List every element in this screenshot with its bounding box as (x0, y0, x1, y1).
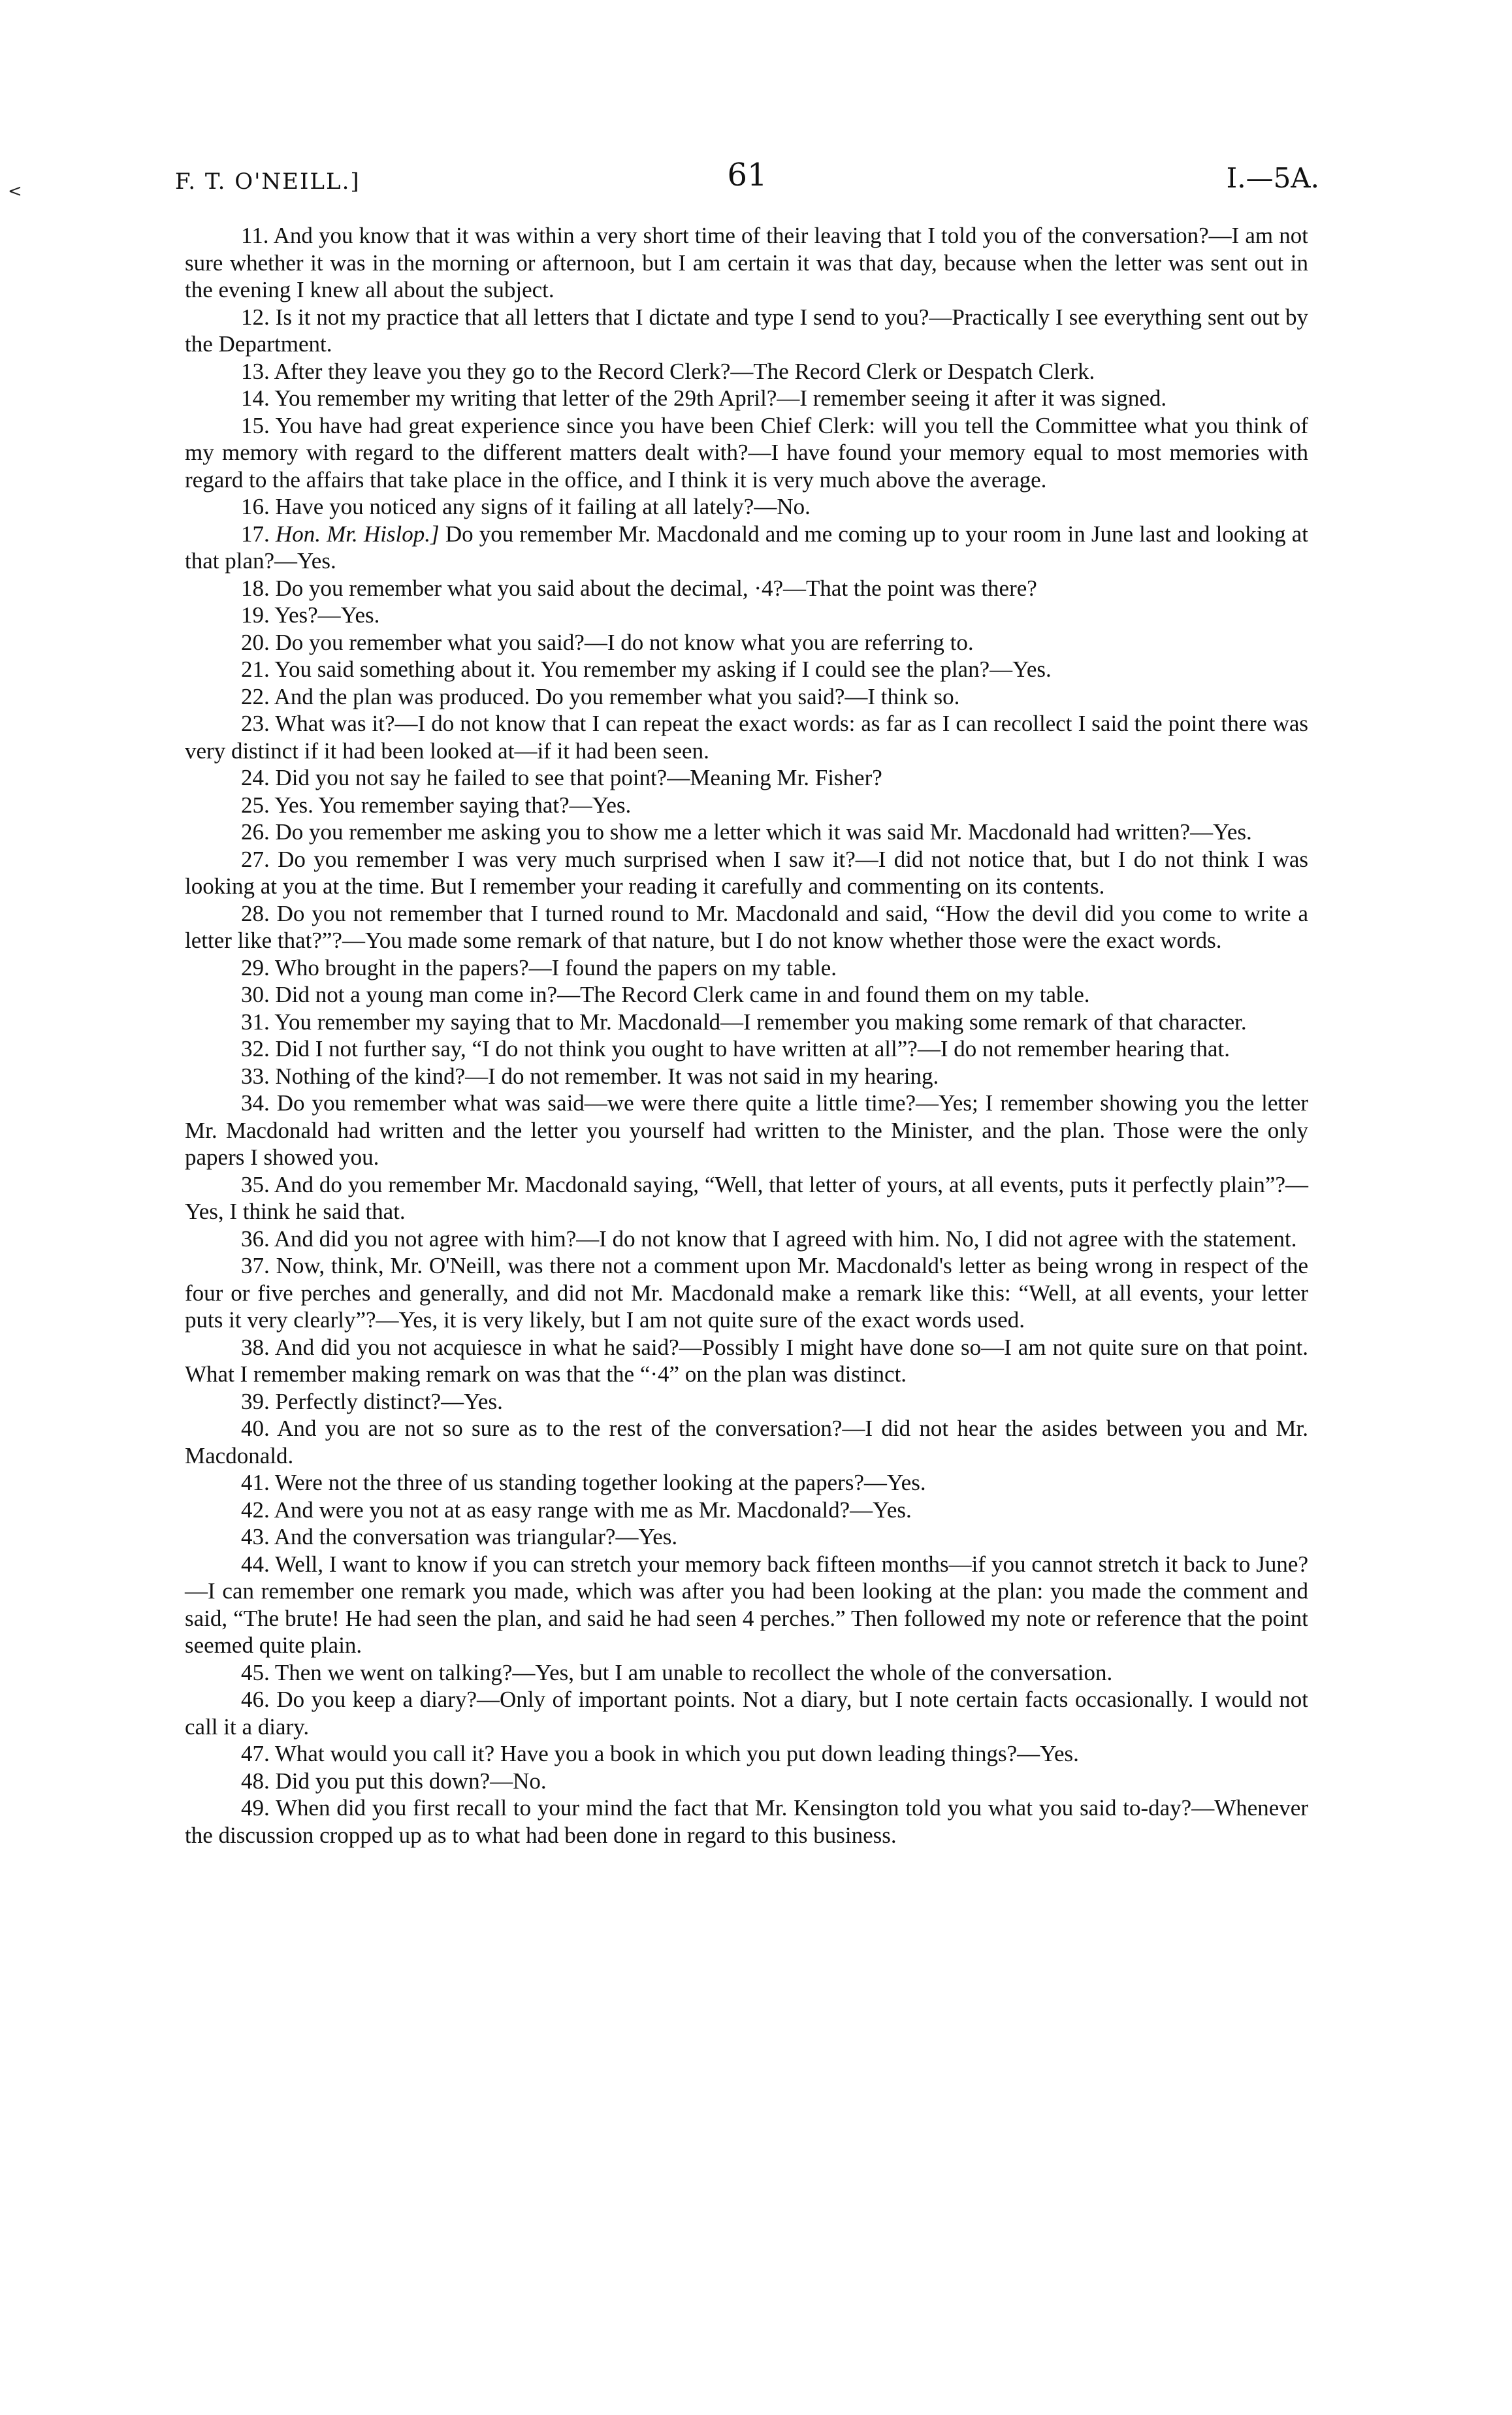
question-number: 44. (241, 1551, 270, 1577)
question-paragraph (185, 1252, 1308, 1334)
page-number: 61 (727, 157, 767, 193)
question-text: And did you not agree with him?—I do not know that I agreed with him. No, I did not agree with the statement. (274, 1225, 1297, 1252)
question-paragraph (185, 764, 1308, 792)
question-paragraph (185, 412, 1308, 494)
question-number: 27. (241, 846, 270, 872)
question-number: 41. (241, 1470, 270, 1495)
question-number: 11. (241, 223, 269, 248)
question-text: And do you remember Mr. Macdonald saying, “Well, that letter of yours, at all events, puts it perfectly plain”?—Yes, I think he said that. (185, 1171, 1308, 1224)
question-paragraph (185, 683, 1308, 711)
question-number: 43. (241, 1524, 270, 1549)
question-number: 19. (241, 602, 270, 628)
question-text: Do you remember me asking you to show me a letter which it was said Mr. Macdonald had written?—Yes. (275, 819, 1252, 845)
question-text: What would you call it? Have you a book in which you put down leading things?—Yes. (274, 1741, 1079, 1766)
question-text: Nothing of the kind?—I do not remember. It was not said in my hearing. (275, 1063, 939, 1089)
question-paragraph (185, 1740, 1308, 1768)
question-paragraph (185, 1171, 1308, 1225)
speaker-label: Hon. Mr. Hislop.] (275, 521, 440, 547)
question-text: Did you not say he failed to see that point?—Meaning Mr. Fisher? (275, 765, 882, 790)
question-text: Now, think, Mr. O'Neill, was there not a comment upon Mr. Macdonald's letter as being wrong in respect of the four or five perches and generally, and did not Mr. Macdonald make a remark like this: “Well, at all events, your letter puts it very clearly”?—Yes, it is very likely, but I am not quite sure of the exact words used. (185, 1253, 1308, 1333)
question-paragraph (185, 222, 1308, 304)
witness-name: F. T. O'NEILL.] (175, 169, 361, 195)
question-number: 34. (241, 1090, 270, 1116)
question-text: Who brought in the papers?—I found the papers on my table. (274, 954, 837, 981)
question-text: Do you keep a diary?—Only of important points. Not a diary, but I note certain facts occasionally. I would not call it a diary. (185, 1687, 1308, 1740)
question-paragraph (185, 358, 1308, 385)
question-text: Do you remember what was said—we were there quite a little time?—Yes; I remember showing you the letter Mr. Macdonald had written and the letter you yourself had written to the Minister, and the plan. Those were the only papers I showed you. (185, 1090, 1309, 1170)
question-paragraph (185, 1497, 1308, 1524)
question-text: You remember my writing that letter of the 29th April?—I remember seeing it after it was signed. (274, 385, 1167, 411)
question-paragraph (185, 1551, 1308, 1659)
question-paragraph (185, 1659, 1308, 1687)
question-text: You remember my saying that to Mr. Macdonald—I remember you making some remark of that character. (274, 1009, 1247, 1035)
question-paragraph (185, 1009, 1308, 1036)
question-number: 28. (241, 900, 270, 926)
question-number: 39. (241, 1388, 270, 1414)
question-text: And were you not at as easy range with me as Mr. Macdonald?—Yes. (274, 1497, 912, 1523)
question-number: 37. (241, 1253, 270, 1278)
question-paragraph (185, 1768, 1308, 1795)
question-text: Is it not my practice that all letters that I dictate and type I send to you?—Practically I see everything sent out by the Department. (185, 304, 1309, 357)
question-text: Do you remember I was very much surprised when I saw it?—I did not notice that, but I do not think I was looking at you at the time. But I remember your reading it carefully and commenting on its contents. (185, 846, 1309, 899)
question-paragraph (185, 1686, 1308, 1740)
question-paragraph (185, 521, 1308, 575)
question-text: After they leave you they go to the Record Clerk?—The Record Clerk or Despatch Clerk. (274, 358, 1095, 384)
question-number: 36. (241, 1225, 270, 1252)
question-number: 40. (241, 1416, 270, 1441)
question-number: 22. (241, 683, 270, 709)
question-text: Do you remember Mr. Macdonald and me coming up to your room in June last and looking at that plan?—Yes. (185, 521, 1309, 574)
question-number: 23. (241, 711, 270, 736)
question-text: When did you first recall to your mind the fact that Mr. Kensington told you what you said to-day?—Whenever the discussion cropped up as to what had been done in regard to this business. (185, 1795, 1308, 1848)
question-number: 31. (241, 1009, 270, 1035)
question-number: 33. (241, 1063, 270, 1089)
question-number: 32. (241, 1036, 270, 1062)
question-number: 21. (241, 656, 270, 682)
question-paragraph (185, 792, 1308, 819)
question-number: 15. (241, 412, 270, 438)
question-number: 17. (241, 521, 270, 547)
question-text: And did you not acquiesce in what he said?—Possibly I might have done so—I am not quite sure on that point. What I remember making remark on was that the “·4” on the plan was distinct. (185, 1334, 1308, 1387)
question-number: 30. (241, 982, 270, 1007)
question-paragraph (185, 710, 1308, 764)
question-paragraph (185, 304, 1308, 358)
question-number: 46. (241, 1687, 270, 1712)
question-text: Do you remember what you said about the decimal, ·4?—That the point was there? (275, 575, 1037, 601)
running-header (175, 157, 1319, 209)
question-number: 38. (241, 1334, 270, 1360)
testimony-body (185, 222, 1308, 1849)
question-number: 25. (241, 792, 270, 818)
question-paragraph (185, 1090, 1308, 1171)
question-paragraph (185, 1334, 1308, 1388)
question-text: You said something about it. You remember my asking if I could see the plan?—Yes. (274, 656, 1052, 682)
question-paragraph (185, 1225, 1308, 1253)
question-paragraph (185, 819, 1308, 846)
question-paragraph (185, 981, 1308, 1009)
question-paragraph (185, 954, 1308, 982)
question-paragraph (185, 493, 1308, 521)
question-number: 13. (241, 358, 270, 384)
margin-mark: < (8, 182, 22, 201)
question-text: Then we went on talking?—Yes, but I am unable to recollect the whole of the conversation. (274, 1659, 1113, 1685)
question-text: Do you not remember that I turned round to Mr. Macdonald and said, “How the devil did you come to write a letter like that?”?—You made some remark of that nature, but I do not know whether those were the exact words. (185, 900, 1308, 953)
question-text: Perfectly distinct?—Yes. (275, 1388, 503, 1414)
question-paragraph (185, 1035, 1308, 1063)
document-reference: I.—5A. (1226, 162, 1319, 194)
question-text: Yes. You remember saying that?—Yes. (274, 792, 632, 818)
question-number: 42. (241, 1497, 270, 1523)
question-number: 48. (241, 1768, 270, 1794)
question-number: 14. (241, 385, 270, 411)
question-paragraph (185, 846, 1308, 900)
question-paragraph (185, 602, 1308, 629)
question-number: 47. (241, 1741, 270, 1766)
question-text: Yes?—Yes. (274, 602, 380, 628)
question-text: Did not a young man come in?—The Record Clerk came in and found them on my table. (275, 982, 1090, 1007)
question-paragraph (185, 575, 1308, 602)
question-text: You have had great experience since you have been Chief Clerk: will you tell the Committee what you think of my memory with regard to the different matters dealt with?—I have found your memory equal to most memories with regard to the affairs that take place in the office, and I think it is very much above the average. (185, 412, 1309, 493)
question-text: Well, I want to know if you can stretch your memory back fifteen months—if you cannot stretch it back to June?—I can remember one remark you made, which was after you had been looking at the plan: you made the comment and said, “The brute! He had seen the plan, and said he had seen 4 perches.” Then followed my note or reference that the point seemed quite plain. (185, 1551, 1308, 1658)
question-text: And the plan was produced. Do you remember what you said?—I think so. (274, 683, 960, 709)
question-text: Did you put this down?—No. (275, 1768, 547, 1794)
question-number: 12. (241, 304, 270, 330)
question-paragraph (185, 1063, 1308, 1090)
question-number: 24. (241, 765, 270, 790)
question-text: What was it?—I do not know that I can repeat the exact words: as far as I can recollect I said the point there was very distinct if it had been looked at—if it had been seen. (185, 711, 1308, 764)
question-paragraph (185, 656, 1308, 683)
question-number: 26. (241, 819, 270, 845)
question-paragraph (185, 1388, 1308, 1416)
question-text: And the conversation was triangular?—Yes. (274, 1524, 678, 1549)
question-number: 45. (241, 1659, 270, 1685)
question-paragraph (185, 629, 1308, 656)
question-paragraph (185, 1469, 1308, 1497)
question-text: Do you remember what you said?—I do not know what you are referring to. (275, 629, 974, 655)
question-number: 35. (241, 1171, 270, 1197)
question-text: And you know that it was within a very short time of their leaving that I told you of the conversation?—I am not sure whether it was in the morning or afternoon, but I am certain it was that day, because when the letter was sent out in the evening I knew all about the subject. (185, 223, 1308, 302)
question-number: 20. (241, 629, 270, 655)
question-number: 29. (241, 954, 270, 981)
question-number: 16. (241, 494, 270, 519)
question-text: Were not the three of us standing together looking at the papers?—Yes. (274, 1470, 926, 1495)
question-paragraph (185, 1523, 1308, 1551)
question-text: Did I not further say, “I do not think you ought to have written at all”?—I do not remember hearing that. (275, 1036, 1230, 1062)
question-number: 18. (241, 575, 270, 601)
question-paragraph (185, 385, 1308, 412)
question-paragraph (185, 900, 1308, 954)
question-paragraph (185, 1794, 1308, 1849)
question-text: And you are not so sure as to the rest of the conversation?—I did not hear the asides between you and Mr. Macdonald. (185, 1416, 1308, 1468)
question-number: 49. (241, 1795, 270, 1821)
question-paragraph (185, 1415, 1308, 1469)
question-text: Have you noticed any signs of it failing at all lately?—No. (275, 494, 811, 519)
